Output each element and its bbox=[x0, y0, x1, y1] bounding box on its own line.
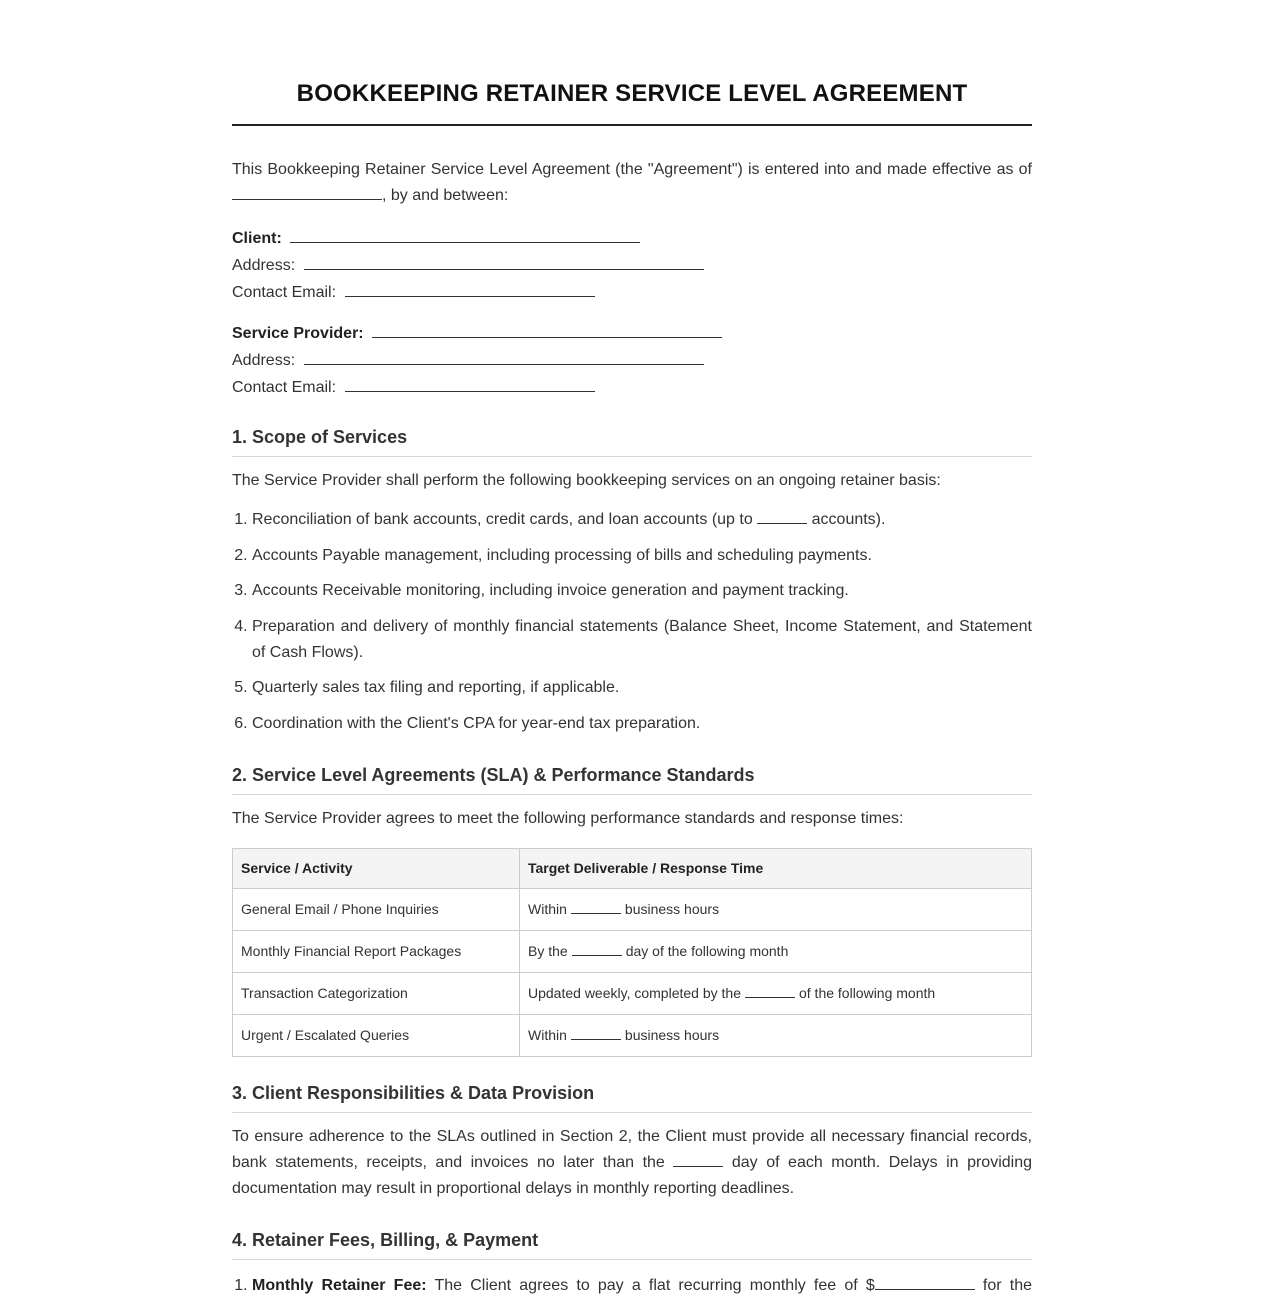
scope-list bbox=[232, 507, 1032, 737]
provider-label: Service Provider: bbox=[232, 325, 364, 342]
fees-list bbox=[232, 1273, 1032, 1299]
intro-suffix: , by and between: bbox=[382, 187, 509, 204]
target-text: Within bbox=[528, 1027, 567, 1043]
client-email-label: Contact Email: bbox=[232, 284, 337, 301]
target-text: business hours bbox=[624, 901, 720, 917]
target-cell bbox=[520, 972, 1032, 1014]
list-item: 6. Coordination with the Client's CPA for year-end tax preparation. bbox=[252, 711, 1032, 737]
target-text: By the bbox=[528, 943, 568, 959]
scope-item-text: accounts). bbox=[811, 511, 886, 528]
table-header-row bbox=[233, 848, 1032, 888]
target-text: of the following month bbox=[798, 985, 936, 1001]
provider-name-blank bbox=[372, 323, 722, 338]
activity-cell: Urgent / Escalated Queries bbox=[233, 1014, 520, 1056]
provider-address-blank bbox=[304, 350, 704, 365]
activity-cell: Transaction Categorization bbox=[233, 972, 520, 1014]
provider-address-label: Address: bbox=[232, 352, 296, 369]
client-email-blank bbox=[345, 282, 595, 297]
column-header-target: Target Deliverable / Response Time bbox=[520, 848, 1032, 888]
day-blank bbox=[572, 943, 622, 956]
hours-blank bbox=[571, 901, 621, 914]
list-item: 2. Accounts Payable management, including processing of bills and scheduling payments. bbox=[252, 543, 1032, 569]
target-text: day of the following month bbox=[625, 943, 789, 959]
list-item bbox=[252, 1273, 1032, 1299]
client-block bbox=[232, 225, 1032, 306]
sla-table bbox=[232, 848, 1032, 1057]
accounts-count-blank bbox=[757, 509, 807, 524]
section-2-heading: 2. Service Level Agreements (SLA) & Performance Standards bbox=[232, 765, 1032, 795]
section-1-intro: The Service Provider shall perform the following bookkeeping services on an ongoing retainer basis: bbox=[232, 472, 941, 489]
target-text: business hours bbox=[624, 1027, 720, 1043]
target-text: Updated weekly, completed by the bbox=[528, 985, 741, 1001]
document-page bbox=[232, 0, 1032, 1299]
fee-amount-blank bbox=[875, 1275, 975, 1290]
fee-text: The Client agrees to pay a flat recurring monthly fee of $ bbox=[434, 1276, 875, 1294]
section-3-heading: 3. Client Responsibilities & Data Provision bbox=[232, 1083, 1032, 1113]
scope-item-text: Reconciliation of bank accounts, credit cards, and loan accounts (up to bbox=[252, 511, 753, 528]
provider-block bbox=[232, 320, 1032, 401]
list-item: 4. Preparation and delivery of monthly financial statements (Balance Sheet, Income Statement, and Statement of Cash Flows). bbox=[252, 614, 1032, 666]
table-row bbox=[233, 1014, 1032, 1056]
intro-text: This Bookkeeping Retainer Service Level Agreement (the "Agreement") is entered into and made effective as of bbox=[232, 161, 1032, 178]
target-cell bbox=[520, 888, 1032, 930]
document-title: BOOKKEEPING RETAINER SERVICE LEVEL AGREEMENT bbox=[232, 80, 1032, 126]
target-text: Within bbox=[528, 901, 567, 917]
section-2-intro: The Service Provider agrees to meet the following performance standards and response times: bbox=[232, 809, 904, 827]
list-item: 3. Accounts Receivable monitoring, including invoice generation and payment tracking. bbox=[252, 578, 1032, 604]
provider-email-blank bbox=[345, 377, 595, 392]
table-row bbox=[233, 930, 1032, 972]
activity-cell: Monthly Financial Report Packages bbox=[233, 930, 520, 972]
client-label: Client: bbox=[232, 230, 282, 247]
table-row bbox=[233, 888, 1032, 930]
section-3-text: day of each month. Delays in providing documentation may result in proportional delays in monthly reporting deadlines. bbox=[232, 1153, 1033, 1197]
client-name-blank bbox=[290, 228, 640, 243]
fee-text: for the bbox=[982, 1276, 1033, 1294]
table-row bbox=[233, 972, 1032, 1014]
list-item: 5. Quarterly sales tax filing and reporting, if applicable. bbox=[252, 675, 1032, 701]
target-cell bbox=[520, 930, 1032, 972]
client-address-label: Address: bbox=[232, 257, 296, 274]
provider-email-label: Contact Email: bbox=[232, 379, 337, 396]
data-deadline-blank bbox=[673, 1152, 723, 1167]
effective-date-blank bbox=[232, 185, 382, 200]
section-3-text: To ensure adherence to the SLAs outlined in Section 2, the Client must provide all necessary financial records, bank statements, receipts, and invoices no later than the bbox=[232, 1127, 1032, 1171]
list-item bbox=[252, 507, 1032, 533]
fee-label: Monthly Retainer Fee: bbox=[252, 1276, 427, 1294]
hours-blank bbox=[571, 1027, 621, 1040]
client-address-blank bbox=[304, 255, 704, 270]
section-3-paragraph bbox=[232, 1124, 1032, 1202]
target-cell bbox=[520, 1014, 1032, 1056]
intro-paragraph bbox=[232, 157, 1032, 209]
activity-cell: General Email / Phone Inquiries bbox=[233, 888, 520, 930]
section-1-heading: 1. Scope of Services bbox=[232, 427, 1032, 457]
column-header-activity: Service / Activity bbox=[233, 848, 520, 888]
day-blank bbox=[745, 985, 795, 998]
section-4-heading: 4. Retainer Fees, Billing, & Payment bbox=[232, 1230, 1032, 1260]
